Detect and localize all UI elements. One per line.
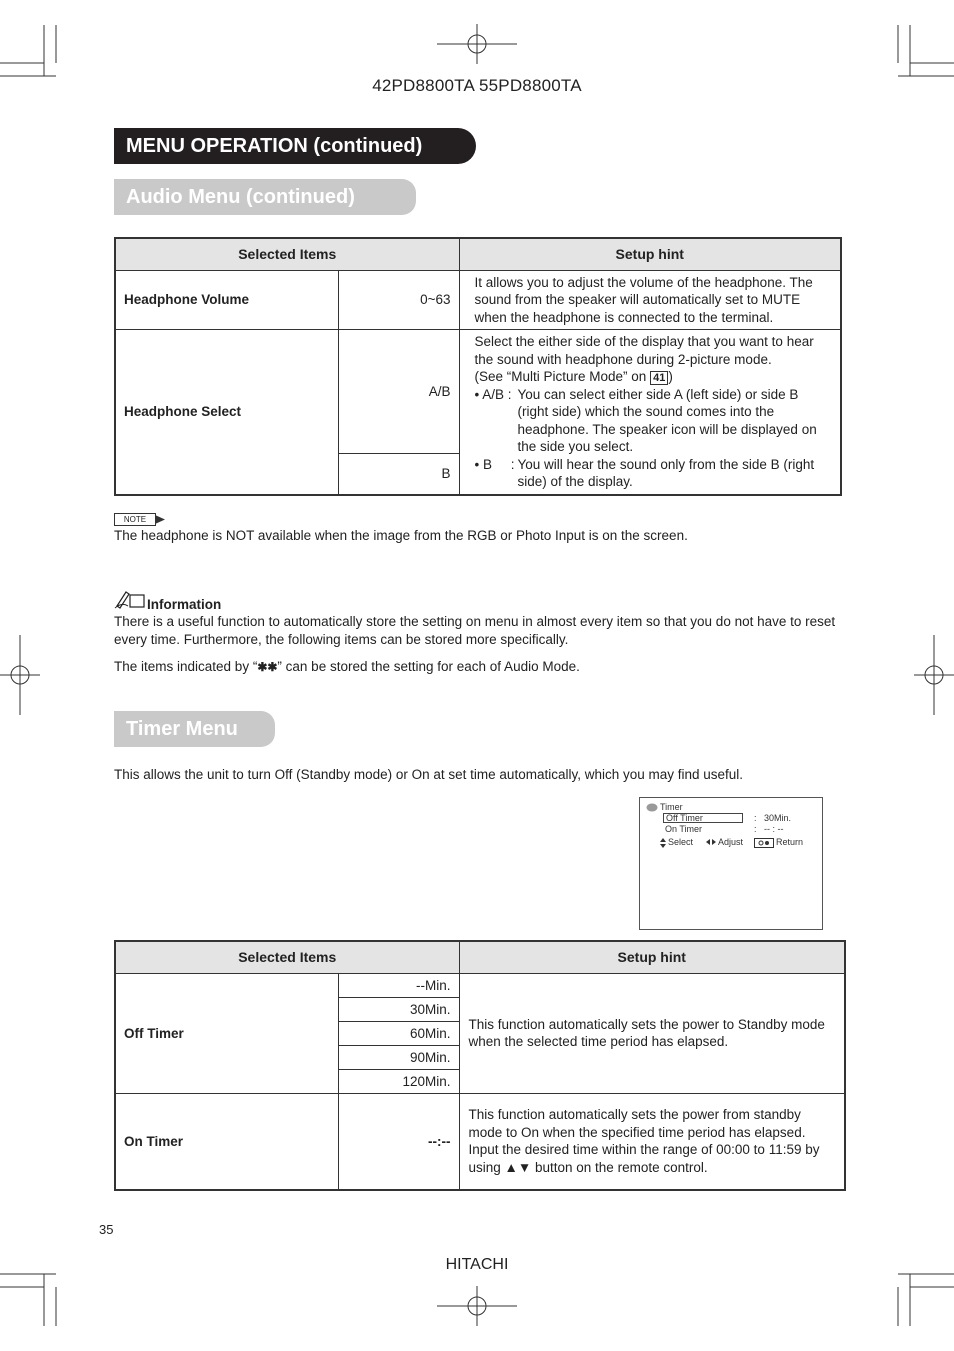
off-timer-hint: This function automatically sets the power to Standby mode when the selected time period has elapsed. <box>459 973 845 1093</box>
audio-menu-title: Audio Menu (continued) <box>114 179 416 215</box>
osd-off-timer-value: 30Min. <box>764 813 792 823</box>
off-timer-label: Off Timer <box>115 973 338 1093</box>
return-button-icon <box>754 838 774 848</box>
osd-return-hint: Return <box>776 837 804 847</box>
note-arrow-icon <box>155 515 165 524</box>
brand-footer: HITACHI <box>445 1256 509 1273</box>
headphone-select-label: Headphone Select <box>115 330 338 495</box>
page-ref-badge[interactable]: 41 <box>650 371 668 385</box>
osd-adjust-hint: Adjust <box>718 837 744 847</box>
section-title: MENU OPERATION (continued) <box>114 128 476 164</box>
osd-off-timer-item[interactable]: Off Timer <box>663 813 743 823</box>
osd-on-timer-value: -- : -- <box>764 824 784 834</box>
model-header: 42PD8800TA 55PD8800TA <box>372 76 582 95</box>
osd-title: Timer <box>660 802 683 812</box>
off-timer-value: 60Min. <box>338 1021 459 1045</box>
hint-see: (See “Multi Picture Mode” on 41 ) <box>474 369 673 384</box>
headphone-select-value-ab: A/B <box>338 330 459 454</box>
col-selected-items: Selected Items <box>115 941 459 973</box>
col-selected-items: Selected Items <box>115 238 459 270</box>
up-down-arrows-icon <box>660 838 666 848</box>
timer-table <box>114 940 846 1191</box>
headphone-volume-hint: It allows you to adjust the volume of the headphone. The sound from the speaker will automatically set to MUTE when the headphone is connected to the terminal. <box>459 270 841 330</box>
timer-intro: This allows the unit to turn Off (Standby mode) or On at set time automatically, which you may find useful. <box>114 767 744 782</box>
b-bullet: • B : You will hear the sound only from the side B (right side) of the display. <box>474 456 815 489</box>
headphone-volume-value: 0~63 <box>338 270 459 330</box>
page-number: 35 <box>99 1222 114 1237</box>
col-setup-hint: Setup hint <box>459 238 841 270</box>
ab-bullet: • A/B : You can select either side A (left side) or side B (right side) which the sound comes into the headphone. The speaker icon will be displayed on the side you select. <box>474 386 817 454</box>
off-timer-value: 30Min. <box>338 997 459 1021</box>
on-timer-value: --:-- <box>338 1093 459 1190</box>
information-para2: The items indicated by “✱✱” can be stored the setting for each of Audio Mode. <box>114 659 580 674</box>
col-setup-hint: Setup hint <box>459 941 845 973</box>
timer-osd-screen <box>639 797 823 930</box>
note-text: The headphone is NOT available when the image from the RGB or Photo Input is on the screen. <box>114 528 688 543</box>
off-timer-value: --Min. <box>338 973 459 997</box>
pencil-note-icon <box>114 588 146 610</box>
off-timer-value: 90Min. <box>338 1045 459 1069</box>
osd-select-hint: Select <box>668 837 694 847</box>
osd-on-timer-item[interactable]: On Timer <box>665 824 703 834</box>
headphone-select-hint <box>459 330 841 495</box>
on-timer-hint: This function automatically sets the power from standby mode to On when the specified time period has elapsed. Input the desired time within the range of 00:00 to 11:59 by using ▲▼ button on the remote control. <box>459 1093 845 1190</box>
audio-table <box>114 237 842 496</box>
information-para1: There is a useful function to automatically store the setting on menu in almost every item so that you do not have to reset every time. Furthermore, the following items can be stored more specifically. <box>114 614 836 647</box>
on-timer-label: On Timer <box>115 1093 338 1190</box>
note-badge: NOTE <box>114 513 156 526</box>
headphone-select-value-b: B <box>338 454 459 495</box>
off-timer-value: 120Min. <box>338 1069 459 1093</box>
information-label: Information <box>147 597 222 612</box>
timer-menu-title: Timer Menu <box>114 711 275 747</box>
double-star-icon: ✱✱ <box>257 660 278 674</box>
hint-line1: Select the either side of the display that you want to hear the sound with headphone during 2-picture mode. <box>474 334 814 367</box>
timer-menu-icon <box>646 803 658 812</box>
osd-sep: : <box>754 813 757 823</box>
headphone-volume-label: Headphone Volume <box>115 270 338 330</box>
osd-sep: : <box>754 824 757 834</box>
left-right-arrows-icon <box>706 839 716 845</box>
